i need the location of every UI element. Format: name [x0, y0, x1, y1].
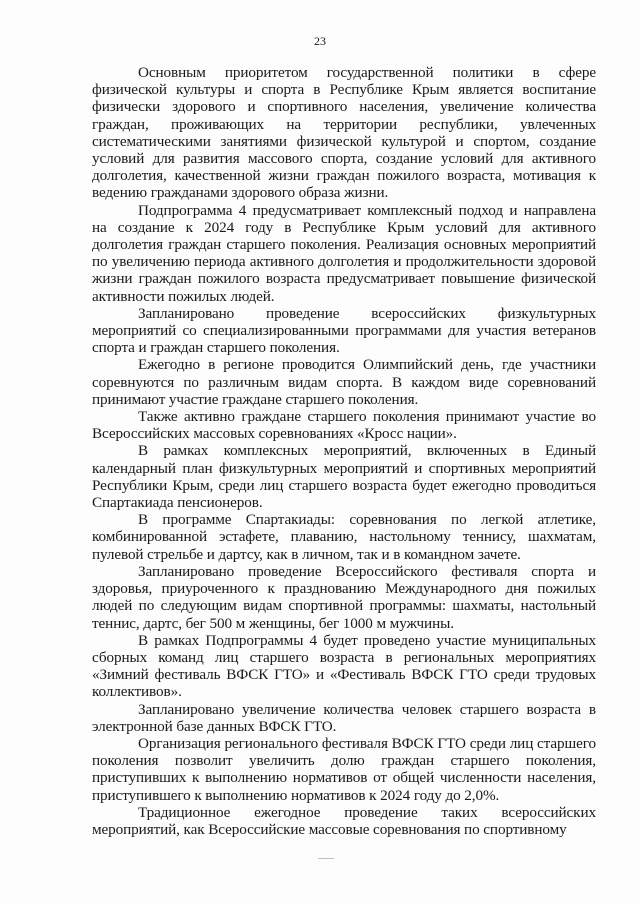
paragraph-olympic-day: Ежегодно в регионе проводится Олимпийский день, где участники соревнуются по различным видам спорта. В каждом виде соревнований принимают участие граждане старшего поколения.	[92, 356, 596, 408]
paragraph-planned-events: Запланировано проведение всероссийских физкультурных мероприятий со специализированными программами для участия ветеранов спорта и граждан старшего поколения.	[92, 304, 596, 357]
paragraph-traditional-events: Традиционное ежегодное проведение таких всероссийских мероприятий, как Всероссийские массовые соревнования по спортивному	[92, 803, 596, 838]
body-text	[92, 64, 596, 838]
scan-artifact	[318, 858, 334, 859]
paragraph-subprogram-4: Подпрограмма 4 предусматривает комплексный подход и направлена на создание к 2024 году в Республике Крым условий для активного долголетия граждан старшего поколения. Реализация основных мероприятий по увеличению периода активного долголетия и продолжительности здоровой жизни граждан пожилого возраста предусматривает повышение физической активности пожилых людей.	[92, 201, 596, 305]
paragraph-priority-policy: Основным приоритетом государственной политики в сфере физической культуры и спорта в Республике Крым является воспитание физически здорового и спортивного населения, увеличение количества граждан, проживающих на территории республики, увлеченных систематическими занятиями физической культурой и спортом, создание условий для развития массового спорта, создание условий для активного долголетия, качественной жизни граждан пожилого возраста, мотивация к ведению гражданами здорового образа жизни.	[92, 64, 596, 202]
paragraph-cross-nation: Также активно граждане старшего поколения принимают участие во Всероссийских массовых соревнованиях «Кросс нации».	[92, 408, 596, 443]
paragraph-festival-health: Запланировано проведение Всероссийского фестиваля спорта и здоровья, приуроченного к празднованию Международного дня пожилых людей по следующим видам спортивной программы: шахматы, настольный теннис, дартс, бег 500 м женщины, бег 1000 м мужчины.	[92, 562, 596, 632]
page-number: 23	[314, 34, 326, 48]
paragraph-gto-database: Запланировано увеличение количества человек старшего возраста в электронной базе данных ВФСК ГТО.	[92, 700, 596, 735]
paragraph-spartakiad-program: В программе Спартакиады: соревнования по легкой атлетике, комбинированной эстафете, плаванию, настольному теннису, шахматам, пулевой стрельбе и дартсу, как в личном, так и в командном зачете.	[92, 511, 596, 563]
paragraph-gto-festival: Организация регионального фестиваля ВФСК ГТО среди лиц старшего поколения позволит увеличить долю граждан старшего поколения, приступивших к выполнению нормативов от общей численности населения, приступившего к выполнению нормативов к 2024 году до 2,0%.	[92, 734, 596, 804]
paragraph-spartakiad: В рамках комплексных мероприятий, включенных в Единый календарный план физкультурных мероприятий и спортивных мероприятий Республики Крым, среди лиц старшего возраста будет ежегодно проводиться Спартакиада пенсионеров.	[92, 442, 596, 512]
paragraph-gto-teams: В рамках Подпрограммы 4 будет проведено участие муниципальных сборных команд лиц старшего возраста в региональных мероприятиях «Зимний фестиваль ВФСК ГТО» и «Фестиваль ВФСК ГТО среди трудовых коллективов».	[92, 631, 596, 701]
